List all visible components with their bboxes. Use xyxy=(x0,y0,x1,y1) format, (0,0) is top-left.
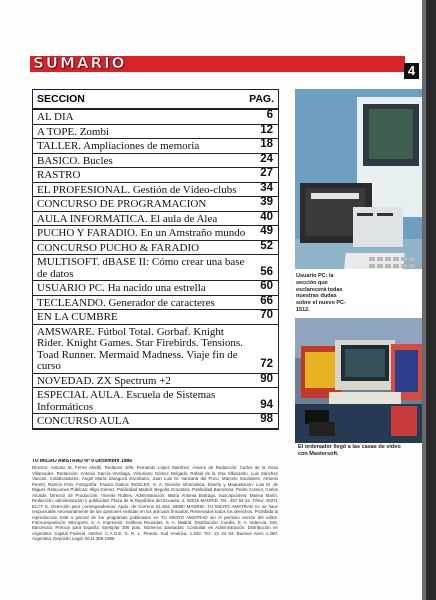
photo2-caption: El ordenador llegó a las casas de vídeo con Mastersoft. xyxy=(298,444,401,457)
page-number-badge: 4 xyxy=(404,63,419,79)
toc-entry xyxy=(33,388,278,414)
toc-entry xyxy=(33,197,278,212)
credits-block xyxy=(32,459,278,585)
toc-entry-title: RASTRO xyxy=(37,169,81,181)
toc-entry-page: 98 xyxy=(260,413,273,425)
toc-entry xyxy=(33,110,278,125)
toc-entry xyxy=(33,125,278,140)
toc-entry-page: 52 xyxy=(260,239,273,252)
toc-entry-page: 39 xyxy=(260,196,273,208)
toc-header xyxy=(33,90,278,110)
toc-entry-page: 66 xyxy=(260,294,273,307)
toc-entry-page: 34 xyxy=(260,181,273,194)
toc-section-heading: SECCION xyxy=(37,93,85,105)
toc-entry-title: MULTISOFT. dBASE II: Cómo crear una base de datos xyxy=(37,256,245,280)
toc-entry xyxy=(33,241,278,256)
toc-entry xyxy=(33,281,278,296)
toc-entry-title: TECLEANDO. Generador de caracteres xyxy=(37,296,215,309)
page-edge-shadow xyxy=(422,0,426,600)
toc-entry-title: USUARIO PC. Ha nacido una estrella xyxy=(37,282,206,294)
toc-entry-page: 56 xyxy=(260,265,273,278)
toc-entry-title: CONCURSO DE PROGRAMACION xyxy=(37,198,207,210)
credits-text: Director: Antonio M. Ferrer Abelló. Redactor Jefe: Fernando López Martínez. Asesor de Redacción: Carlos de la Ossa Villamudes. Redacción: Antonio García Verdiaga, Victoriano Gómez Delgado, Rafael de la Osa Villacastín, Luis Sánchez Vaccari. Colaboradores: Ángel María Zaragoza Escribano, Juan Luis M. Vanzana del Pozo, Marcelo Iracolanes, Antonio Peretti, Ramón Polo. Fotografía: Fausto Galicia INGELEK, S. A. División Informática. Diseño y Maquetación: Luis M. de Miguel. Relaciones Públicas: Iñigo Gómez. Publicidad Madrid: Begoña Gorostiza. Publicidad Barcelona: Pedro Comes, Carlos Alcalde. Director de Producción: Vicente Robles. Administración: María Antonia Buitrago. Suscripciones: Marisa Marín. Redacción, administración y publicidad: Plaza de la República del Ecuador, 2, 28016 MADRID. Tel.: 457 94 24. Télex: 49371 ELCT E. Dirección para correspondencia: Apdo. de Correos 61.294, 28080 MADRID. TU MICRO AMSTRAD no se hace responsable necesariamente de las opiniones vertidas en los artículos firmados. Reservados todos los derechos. Prohibida la reproducción total o parcial de los programas publicados en TU MICRO AMSTRAD sin el permiso escrito del editor. Fotocomposición: Microprint, S. A. Impresión: Gráficas Reunidas, S. A. Madrid. Distribución: Coedis, S. A. Valencia, 245, Barcelona. Precios para España: Ejemplar 300 ptas. Números atrasados: Consultar en Administración. Distribución en Argentina: Capital Federal, Interior. C.A.O.E. S. R. L. Pinedo, Sud América, 1.532. Tel.: 21 24 64. Buenos Aires 1.290. Argentina. Depósito Legal: M-11.359-1986. xyxy=(32,465,278,542)
toc-entry-page: 40 xyxy=(260,210,273,223)
toc-entry-page: 12 xyxy=(260,123,273,136)
video-club-illustration xyxy=(295,318,422,443)
toc-entry-title: PUCHO Y FARADIO. En un Amstraño mundo xyxy=(37,227,246,239)
toc-entry-title: ESPECIAL AULA. Escuela de Sistemas Informáticos xyxy=(37,389,216,413)
video-club-photo xyxy=(295,318,422,443)
photo1-caption: Usuario PC: la sección que esclarecerá todas nuestras dudas sobre el nuevo PC-1512. xyxy=(296,273,346,313)
toc-entry-title: CONCURSO AULA xyxy=(37,415,130,427)
toc-entry-title: CONCURSO PUCHO & FARADIO xyxy=(37,241,200,254)
toc-entry-title: EN LA CUMBRE xyxy=(37,311,118,323)
toc-entry-page: 18 xyxy=(260,138,273,150)
toc-entry xyxy=(33,310,278,325)
toc-entry xyxy=(33,255,278,281)
toc-entry xyxy=(33,154,278,169)
toc-entry-title: AULA INFORMATICA. El aula de Alea xyxy=(37,212,218,225)
toc-entry-page: 72 xyxy=(260,358,273,370)
toc-entry-page: 90 xyxy=(260,372,273,385)
toc-entry-page: 70 xyxy=(260,309,273,321)
page-edge xyxy=(422,0,436,600)
toc-entry-page: 27 xyxy=(260,167,273,179)
page-title: SUMARIO xyxy=(33,54,127,72)
toc-entry-page: 6 xyxy=(266,109,273,121)
toc-rows xyxy=(33,110,278,429)
toc-entry-title: AL DIA xyxy=(37,111,74,123)
toc-entry xyxy=(33,139,278,154)
toc-entry-page: 24 xyxy=(260,152,273,165)
toc-entry-title: EL PROFESIONAL. Gestión de Vídeo-clubs xyxy=(37,183,237,196)
toc-entry-page: 94 xyxy=(260,398,273,411)
toc-entry xyxy=(33,296,278,311)
toc-entry xyxy=(33,212,278,227)
toc-page-heading: PAG. xyxy=(249,93,274,105)
toc-entry-title: A TOPE. Zombi xyxy=(37,125,110,138)
table-of-contents xyxy=(32,89,279,430)
toc-entry-title: NOVEDAD. ZX Spectrum +2 xyxy=(37,374,171,387)
toc-entry-title: TALLER. Ampliaciones de memoria xyxy=(37,140,200,152)
toc-entry xyxy=(33,414,278,429)
toc-entry-page: 49 xyxy=(260,225,273,237)
toc-entry xyxy=(33,374,278,389)
masthead: TU MICRO AMSTRAD Nº 9 Diciembre 1986 xyxy=(32,459,132,464)
toc-entry xyxy=(33,226,278,241)
toc-entry-title: BASICO. Bucles xyxy=(37,154,113,167)
toc-entry xyxy=(33,325,278,374)
toc-entry-title: AMSWARE. Fútbol Total. Gorbaf. Knight Rider. Knight Games. Star Firebirds. Tensions. Toad Runner. Mermaid Madness. Viaje fin de curso xyxy=(37,325,243,372)
toc-entry xyxy=(33,168,278,183)
toc-entry xyxy=(33,183,278,198)
toc-entry-page: 60 xyxy=(260,280,273,292)
